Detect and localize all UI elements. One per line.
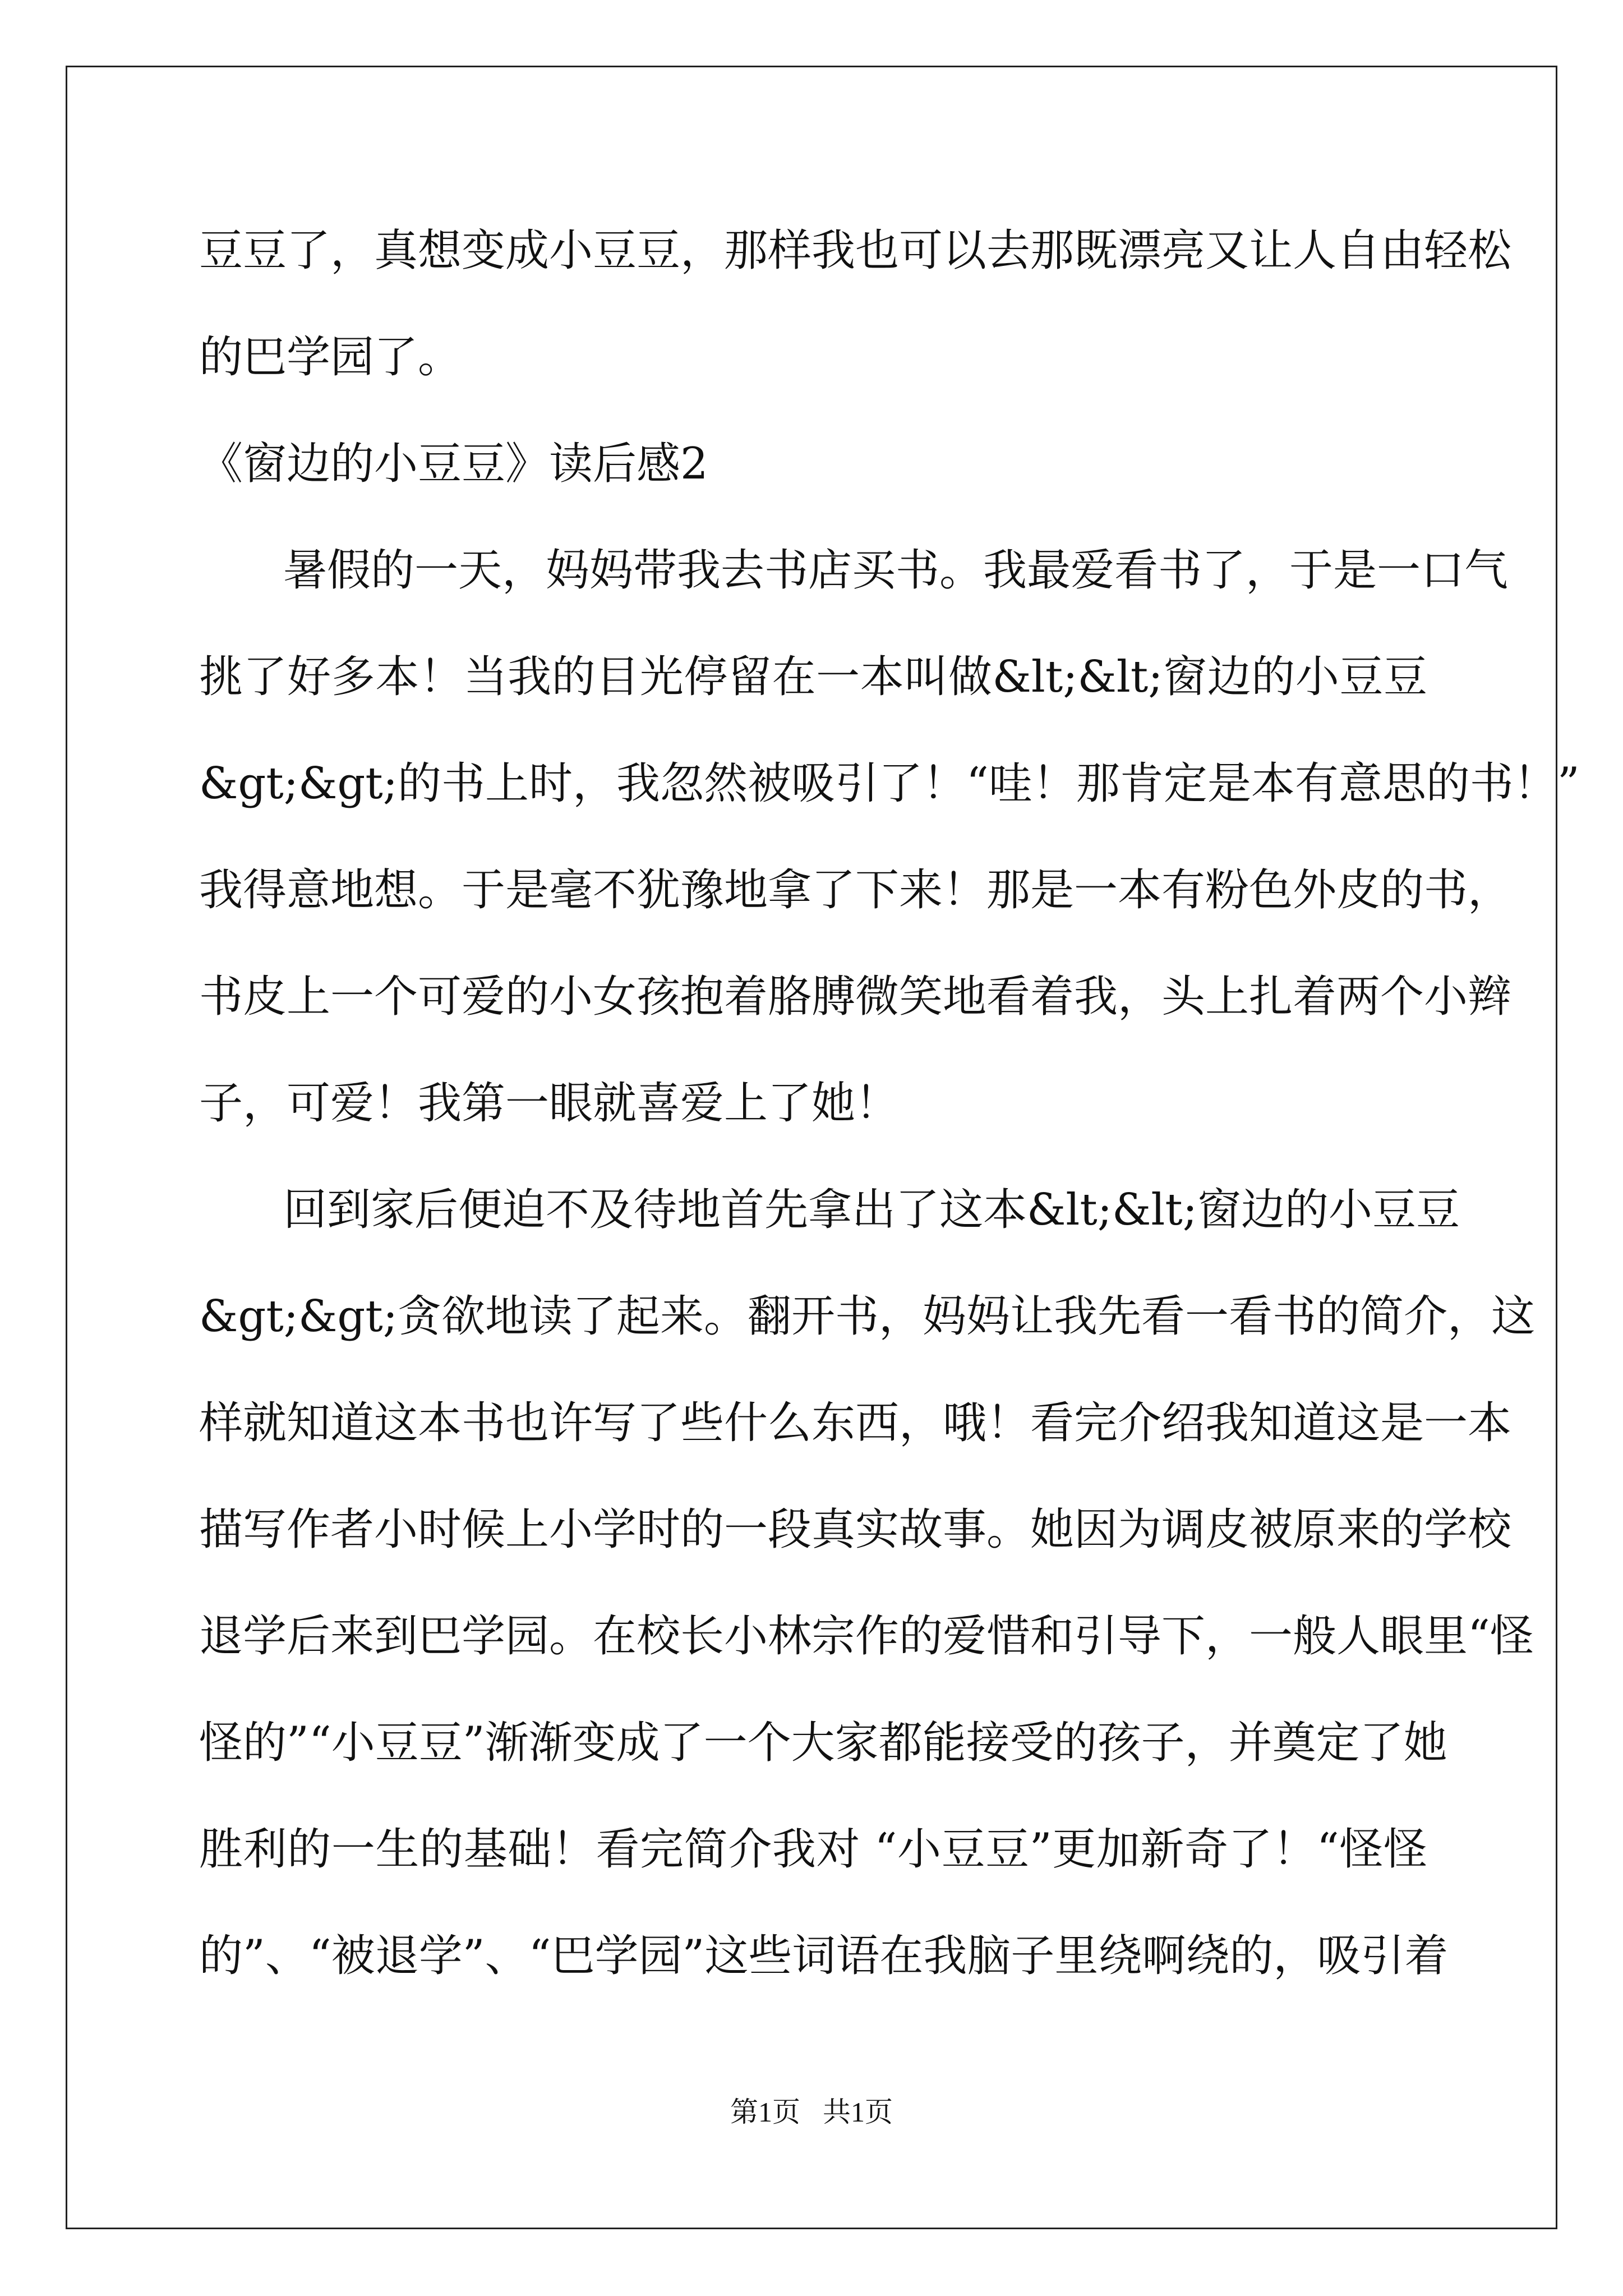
section-heading: 《窗边的小豆豆》读后感2 bbox=[199, 439, 708, 489]
paragraph-line: 挑了好多本！当我的目光停留在一本叫做&lt;&lt;窗边的小豆豆 bbox=[199, 652, 1427, 702]
paragraph-line: 子，可爱！我第一眼就喜爱上了她！ bbox=[199, 1078, 900, 1129]
paragraph-line: 回到家后便迫不及待地首先拿出了这本&lt;&lt;窗边的小豆豆 bbox=[283, 1185, 1460, 1235]
paragraph-line: 豆豆了，真想变成小豆豆，那样我也可以去那既漂亮又让人自由轻松 bbox=[199, 226, 1512, 276]
paragraph-line: 的”、“被退学”、“巴学园”这些词语在我脑子里绕啊绕的，吸引着 bbox=[199, 1931, 1449, 1981]
paragraph-line: 样就知道这本书也许写了些什么东西，哦！看完介绍我知道这是一本 bbox=[199, 1398, 1512, 1448]
paragraph-line: 我得意地想。于是毫不犹豫地拿了下来！那是一本有粉色外皮的书， bbox=[199, 865, 1512, 915]
current-page-number: 第1页 bbox=[730, 2096, 800, 2128]
total-pages: 共1页 bbox=[823, 2096, 893, 2128]
paragraph-line: 暑假的一天，妈妈带我去书店买书。我最爱看书了，于是一口气 bbox=[283, 545, 1509, 596]
paragraph-line: 退学后来到巴学园。在校长小林宗作的爱惜和引导下，一般人眼里“怪 bbox=[199, 1611, 1534, 1662]
paragraph-line: 书皮上一个可爱的小女孩抱着胳膊微笑地看着我，头上扎着两个小辫 bbox=[199, 972, 1512, 1022]
paragraph-line: 的巴学园了。 bbox=[199, 332, 462, 383]
page-footer bbox=[0, 2095, 1623, 2129]
paragraph-line: 胜利的一生的基础！看完简介我对 “小豆豆”更加新奇了！“怪怪 bbox=[199, 1824, 1427, 1875]
paragraph-line: &gt;&gt;贪欲地读了起来。翻开书，妈妈让我先看一看书的简介，这 bbox=[199, 1291, 1535, 1342]
document-body bbox=[199, 209, 1580, 2021]
paragraph-line: 怪的”“小豆豆”渐渐变成了一个大家都能接受的孩子，并奠定了她 bbox=[199, 1718, 1447, 1768]
paragraph-line: 描写作者小时候上小学时的一段真实故事。她因为调皮被原来的学校 bbox=[199, 1504, 1512, 1555]
paragraph-line: &gt;&gt;的书上时，我忽然被吸引了！“哇！那肯定是本有意思的书！” bbox=[199, 758, 1580, 809]
